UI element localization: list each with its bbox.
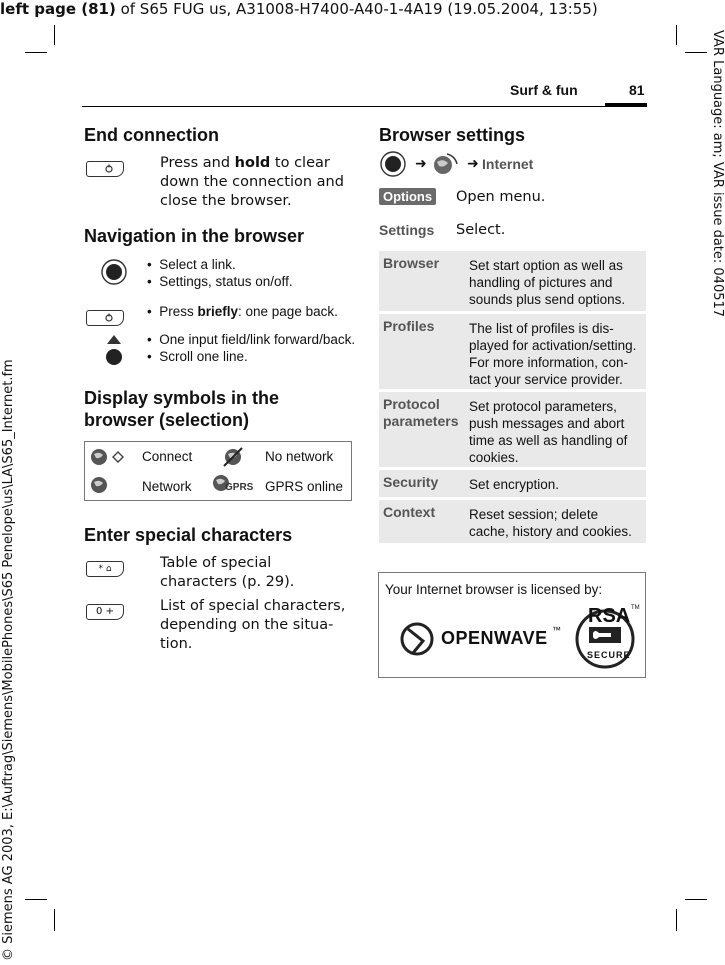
end-key-icon [86,310,124,326]
var-language-note: VAR Language: am; VAR issue date: 040517 [710,30,725,318]
star-key-text: Table of special characters (p. 29). [160,555,295,590]
special-characters-heading: Enter special characters [84,525,293,545]
end-connection-text: Press and hold to clear down the connection and close the browser. [160,155,344,209]
settings-text: Select. [456,222,506,238]
end-key-text: • Press briefly: one page back. [147,304,338,319]
copyright-path-note: © Siemens AG 2003, E:\Auftrag\Siemens\MobilePhones\S65 Penelope\us\LA\S65_Internet.fm [1,359,16,961]
symbols-table [84,441,352,501]
no-network-icon [221,445,245,474]
page-number: 81 [629,82,645,98]
table-row: Browser Set start option as well as handling of pictures and sounds plus send options. [379,251,646,311]
list-item: • Select a link. [147,257,236,272]
internet-path-label: Internet [482,156,534,172]
table-row: Protocol parameters Set protocol parameters, push messages and abort time as well as handling of cookies. [379,392,646,467]
settings-table [379,251,646,543]
display-symbols-heading: Display symbols in the browser (selection) [84,388,280,430]
network-label: Network [142,479,192,494]
list-item: • Scroll one line. [147,349,248,364]
table-row: Context Reset session; delete cache, history and cookies. [379,500,646,543]
openwave-logo: OPENWAVE ™ [399,619,569,659]
up-down-key-icon [104,333,124,374]
file-info-line: left page (81) of S65 FUG us, A31008-H7400-A40-1-4A19 (19.05.2004, 13:55) [0,0,598,18]
network-globe-icon [90,475,110,500]
menu-path [379,150,579,180]
end-connection-heading: End connection [84,125,219,145]
connect-globe-icon [90,447,126,472]
license-text: Your Internet browser is licensed by: [385,582,603,597]
gprs-online-label: GPRS online [265,479,344,494]
star-key-icon: * ⌂ [86,561,124,577]
no-network-label: No network [265,449,334,464]
internet-globe-icon [431,150,459,178]
page-tab-bar [605,103,647,106]
gprs-online-icon: GPRS [212,473,254,497]
up-down-items [147,331,355,365]
list-item: • Settings, status on/off. [147,274,293,289]
table-row: Profiles The list of profiles is dis-played for activation/setting. For more information, con-tact your service provider. [379,314,646,389]
end-key-icon [86,161,124,177]
browser-settings-heading: Browser settings [379,125,526,145]
joystick-items [147,256,293,290]
joystick-icon [379,150,409,180]
connect-label: Connect [142,449,193,464]
zero-key-text: List of special characters, depending on the situa-tion. [160,598,346,652]
zero-key-icon: 0 + [86,604,124,620]
rsa-secure-logo: RSA TM SECURE [575,603,639,669]
list-item: • One input field/link forward/back. [147,332,356,347]
arrow-right-icon: ➜ [467,155,479,171]
options-text: Open menu. [456,189,546,205]
license-box [378,572,646,678]
arrow-right-icon: ➜ [415,155,427,171]
settings-softkey: Settings [379,222,435,238]
section-title: Surf & fun [510,82,578,98]
table-row: Security Set encryption. [379,470,646,497]
navigation-heading: Navigation in the browser [84,226,305,246]
header-rule [82,106,647,107]
options-softkey: Options [379,188,436,205]
joystick-icon [99,257,129,292]
